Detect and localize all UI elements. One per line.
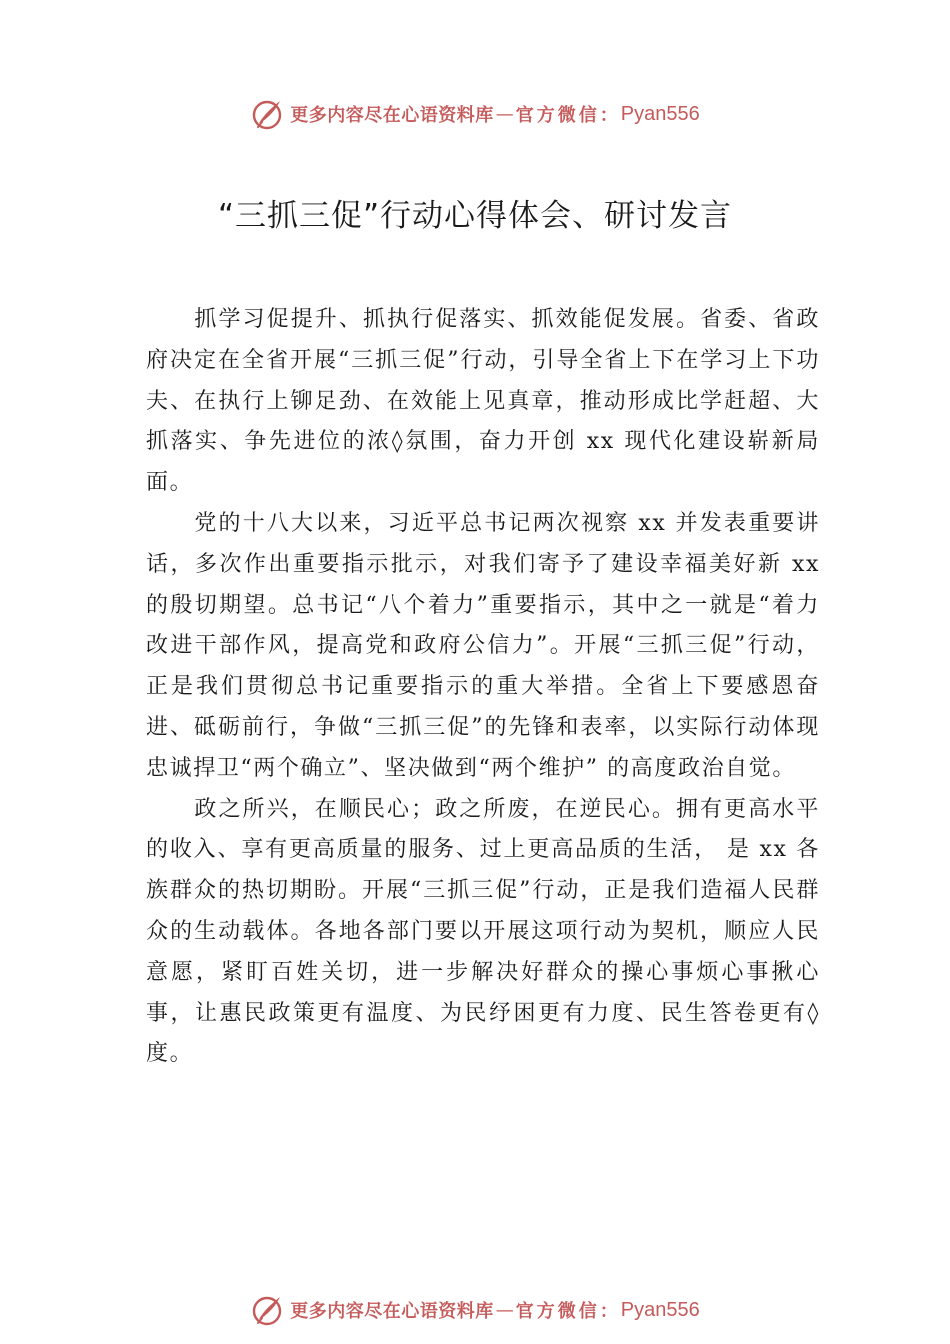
quill-pen-logo-icon bbox=[250, 97, 284, 131]
banner-main-text: 更多内容尽在心语资料库 bbox=[290, 1301, 494, 1322]
paragraph-1: 抓学习促提升、抓执行促落实、抓效能促发展。省委、省政府决定在全省开展“三抓三促”行动，引导全省上下在学习上下功夫、在执行上铆足劲、在效能上见真章，推动形成比学赶超、大抓落实、争先进位的浓◊氛围，奋力开创 xx 现代化建设崭新局面。 bbox=[146, 307, 820, 496]
document-title: “三抓三促”行动心得体会、研讨发言 bbox=[217, 198, 733, 234]
quill-pen-logo-icon bbox=[250, 1293, 284, 1327]
banner-wechat-id: Pyan556 bbox=[620, 102, 700, 125]
paragraph-2: 党的十八大以来，习近平总书记两次视察 xx 并发表重要讲话，多次作出重要指示批示，对我们寄予了建设幸福美好新 xx 的殷切期望。总书记“八个着力”重要指示，其中之一就是“着力改进干部作风，提高党和政府公信力”。开展“三抓三促”行动，正是我们贯彻总书记重要指示的重大举措。全省上下要感恩奋进、砥砺前行，争做“三抓三促”的先锋和表率，以实际行动体现忠诚捍卫“两个确立”、坚决做到“两个维护” 的高度政治自觉。 bbox=[146, 510, 820, 781]
banner-separator: — bbox=[495, 1299, 514, 1321]
footer-watermark-banner bbox=[0, 1290, 950, 1330]
banner-main-text: 更多内容尽在心语资料库 bbox=[290, 105, 494, 126]
header-watermark-banner bbox=[0, 94, 950, 134]
banner-separator: — bbox=[495, 103, 514, 125]
document-body bbox=[146, 300, 820, 1075]
banner-wechat-label: 官方微信： bbox=[515, 105, 621, 126]
banner-wechat-id: Pyan556 bbox=[620, 1298, 700, 1321]
banner-wechat-label: 官方微信： bbox=[515, 1301, 621, 1322]
paragraph-3: 政之所兴，在顺民心；政之所废，在逆民心。拥有更高水平的收入、享有更高质量的服务、过上更高品质的生活， 是 xx 各族群众的热切期盼。开展“三抓三促”行动，正是我们造福人民群众的生动载体。各地各部门要以开展这项行动为契机，顺应人民意愿，紧盯百姓关切，进一步解决好群众的操心事烦心事揪心事，让惠民政策更有温度、为民纾困更有力度、民生答卷更有◊度。 bbox=[146, 796, 820, 1067]
